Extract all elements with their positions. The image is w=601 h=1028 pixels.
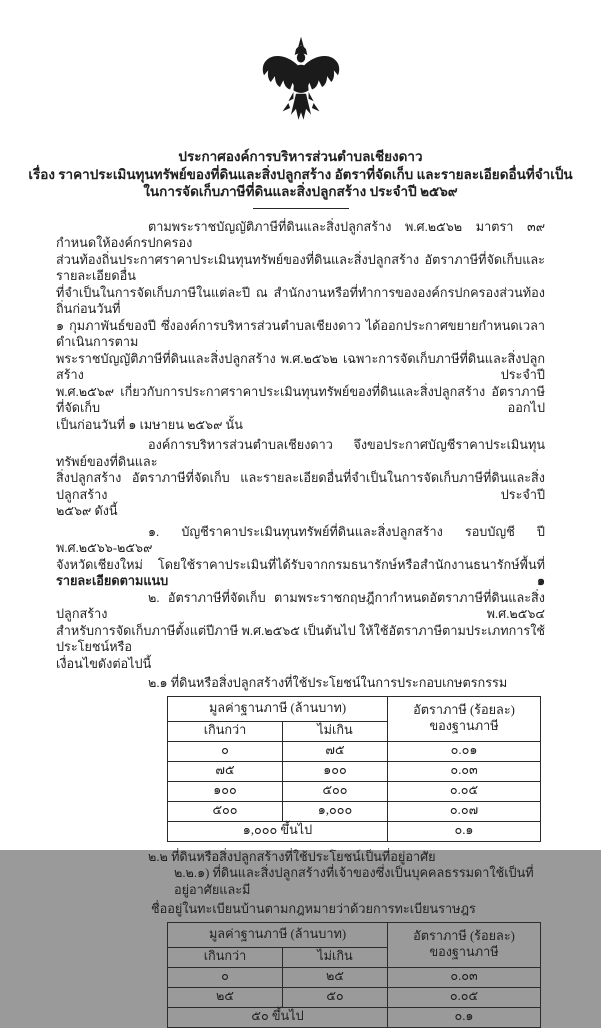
table-header-tax-base: มูลค่าฐานภาษี (ล้านบาท) xyxy=(168,696,388,721)
section-2-2-heading: ๒.๒ ที่ดินหรือสิ่งปลูกสร้างที่ใช้ประโยชน์เป็นที่อยู่อาศัย xyxy=(148,849,436,864)
table-row xyxy=(168,781,541,801)
table-row xyxy=(168,741,541,761)
table-row xyxy=(168,801,541,821)
table-header-tax-rate-line2: ของฐานภาษี xyxy=(429,944,499,959)
table-cell: ๕๐๐ xyxy=(283,781,388,801)
table-cell: ๐ xyxy=(168,967,283,987)
paragraph-line: ส่วนท้องถิ่นประกาศราคาประเมินทุนทรัพย์ของที่ดินและสิ่งปลูกสร้าง อัตราภาษีที่จัดเก็บและรายละเอียดอื่น xyxy=(56,252,545,283)
table-header-tax-rate-line1: อัตราภาษี (ร้อยละ) xyxy=(413,929,515,943)
table-cell: ๕๐๐ xyxy=(168,801,283,821)
title-divider xyxy=(253,208,349,209)
section-2-2-1-line1: ๒.๒.๑) ที่ดินและสิ่งปลูกสร้างที่เจ้าของซึ่งเป็นบุคคลธรรมดาใช้เป็นที่อยู่อาศัยและมี xyxy=(174,866,534,897)
document-body xyxy=(56,219,545,1028)
table-cell: ๐.๐๑ xyxy=(388,741,541,761)
table-cell: ๗๕ xyxy=(168,761,283,781)
table-header-tax-base: มูลค่าฐานภาษี (ล้านบาท) xyxy=(168,922,388,947)
paragraph-line: องค์การบริหารส่วนตำบลเชียงดาว จึงขอประกาศบัญชีราคาประเมินทุนทรัพย์ของที่ดินและ xyxy=(56,438,545,469)
item1-attachment-ref: รายละเอียดตามแนบ ๑ xyxy=(56,574,545,588)
paragraph-line: ๑. บัญชีราคาประเมินทุนทรัพย์ที่ดินและสิ่งปลูกสร้าง รอบบัญชี ปี พ.ศ.๒๕๖๖-๒๕๖๙ xyxy=(56,524,545,555)
table-row xyxy=(168,987,541,1007)
paragraph-line: สิ่งปลูกสร้าง อัตราภาษีที่จัดเก็บ และรายละเอียดอื่นที่จำเป็นในการจัดเก็บภาษีที่ดินและสิ่งปลูกสร้าง ประจำปี xyxy=(56,471,545,502)
table-header-not-over: ไม่เกิน xyxy=(283,721,388,741)
paragraph-1 xyxy=(56,219,545,434)
table-cell: ๑,๐๐๐ ขึ้นไป xyxy=(168,821,388,841)
table-header-not-over: ไม่เกิน xyxy=(283,947,388,967)
table-cell: ๕๐ xyxy=(283,987,388,1007)
document-title-line1: ประกาศองค์การบริหารส่วนตำบลเชียงดาว xyxy=(178,149,423,164)
table-cell: ๑๐๐ xyxy=(283,761,388,781)
agriculture-tax-table xyxy=(167,696,541,842)
document-title-line3: ในการจัดเก็บภาษีที่ดินและสิ่งปลูกสร้าง ประจำปี ๒๕๖๙ xyxy=(143,184,458,199)
table-cell: ๗๕ xyxy=(283,741,388,761)
table-cell: ๑,๐๐๐ xyxy=(283,801,388,821)
table-header-tax-rate xyxy=(388,922,541,967)
table-row xyxy=(168,1007,541,1027)
residential-tax-table xyxy=(167,922,541,1028)
table-header-tax-rate-line1: อัตราภาษี (ร้อยละ) xyxy=(413,703,515,717)
paragraph-line: เงื่อนไขดังต่อไปนี้ xyxy=(56,656,152,671)
table-header-over: เกินกว่า xyxy=(168,721,283,741)
paragraph-line: ตามพระราชบัญญัติภาษีที่ดินและสิ่งปลูกสร้าง พ.ศ.๒๕๖๒ มาตรา ๓๙ กำหนดให้องค์กรปกครอง xyxy=(56,219,545,250)
section-2-2-1-line2: ชื่ออยู่ในทะเบียนบ้านตามกฎหมายว่าด้วยการทะเบียนราษฎร xyxy=(151,902,476,916)
table-row xyxy=(168,821,541,841)
paragraph-line xyxy=(56,557,545,590)
table-cell: ๐ xyxy=(168,741,283,761)
paragraph-line: พระราชบัญญัติภาษีที่ดินและสิ่งปลูกสร้าง พ.ศ.๒๕๖๒ เฉพาะการจัดเก็บภาษีที่ดินและสิ่งปลูกสร้าง ประจำปี xyxy=(56,351,545,382)
document-title-line2: เรื่อง ราคาประเมินทุนทรัพย์ของที่ดินและสิ่งปลูกสร้าง อัตราที่จัดเก็บ และรายละเอียดอื่นที่จำเป็น xyxy=(28,166,573,182)
paragraph-line: สำหรับการจัดเก็บภาษีตั้งแต่ปีภาษี พ.ศ.๒๕๖๕ เป็นต้นไป ให้ใช้อัตราภาษีตามประเภทการใช้ประโยชน์หรือ xyxy=(56,623,545,654)
paragraph-line: ที่จำเป็นในการจัดเก็บภาษีในแต่ละปี ณ สำนักงานหรือที่ทำการขององค์กรปกครองส่วนท้องถิ่นก่อนวันที่ xyxy=(56,285,545,316)
table-cell: ๐.๐๕ xyxy=(388,781,541,801)
table-header-tax-rate xyxy=(388,696,541,741)
table-cell: ๑๐๐ xyxy=(168,781,283,801)
table-cell: ๐.๐๓ xyxy=(388,761,541,781)
table-cell: ๐.๑ xyxy=(388,1007,541,1027)
paragraph-line: เป็นก่อนวันที่ ๑ เมษายน ๒๕๖๙ นั้น xyxy=(56,417,243,432)
table-cell: ๒๕ xyxy=(168,987,283,1007)
table-header-row xyxy=(168,696,541,721)
paragraph-2 xyxy=(56,437,545,520)
table-cell: ๐.๐๕ xyxy=(388,987,541,1007)
list-item-1 xyxy=(56,524,545,590)
paragraph-line: ๑ กุมภาพันธ์ของปี ซึ่งองค์การบริหารส่วนตำบลเชียงดาว ได้ออกประกาศขยายกำหนดเวลาดำเนินการตาม xyxy=(56,318,545,349)
table-row xyxy=(168,967,541,987)
table-cell: ๕๐ ขึ้นไป xyxy=(168,1007,388,1027)
paragraph-line: พ.ศ.๒๕๖๙ เกี่ยวกับการประกาศราคาประเมินทุนทรัพย์ของที่ดินและสิ่งปลูกสร้าง อัตราภาษีที่จัดเก็บ ออกไป xyxy=(56,384,545,415)
table-cell: ๐.๐๗ xyxy=(388,801,541,821)
table-cell: ๐.๐๓ xyxy=(388,967,541,987)
garuda-emblem-icon xyxy=(259,36,343,138)
table-row xyxy=(168,761,541,781)
table-cell: ๐.๑ xyxy=(388,821,541,841)
table-header-tax-rate-line2: ของฐานภาษี xyxy=(429,718,499,733)
document-header xyxy=(0,148,601,209)
item1-text: จังหวัดเชียงใหม่ โดยใช้ราคาประเมินที่ได้รับจากกรมธนารักษ์หรือสำนักงานธนารักษ์พื้นที่ xyxy=(56,557,545,572)
table-header-row xyxy=(168,922,541,947)
table-cell: ๒๕ xyxy=(283,967,388,987)
list-item-2 xyxy=(56,590,545,673)
table-header-over: เกินกว่า xyxy=(168,947,283,967)
emblem-container xyxy=(0,0,601,143)
paragraph-line: ๒๕๖๙ ดังนี้ xyxy=(56,504,118,518)
section-2-1-heading: ๒.๑ ที่ดินหรือสิ่งปลูกสร้างที่ใช้ประโยชน์ในการประกอบเกษตรกรรม xyxy=(148,676,508,690)
paragraph-line: ๒. อัตราภาษีที่จัดเก็บ ตามพระราชกฤษฎีกากำหนดอัตราภาษีที่ดินและสิ่งปลูกสร้าง พ.ศ.๒๕๖๔ xyxy=(56,590,545,621)
